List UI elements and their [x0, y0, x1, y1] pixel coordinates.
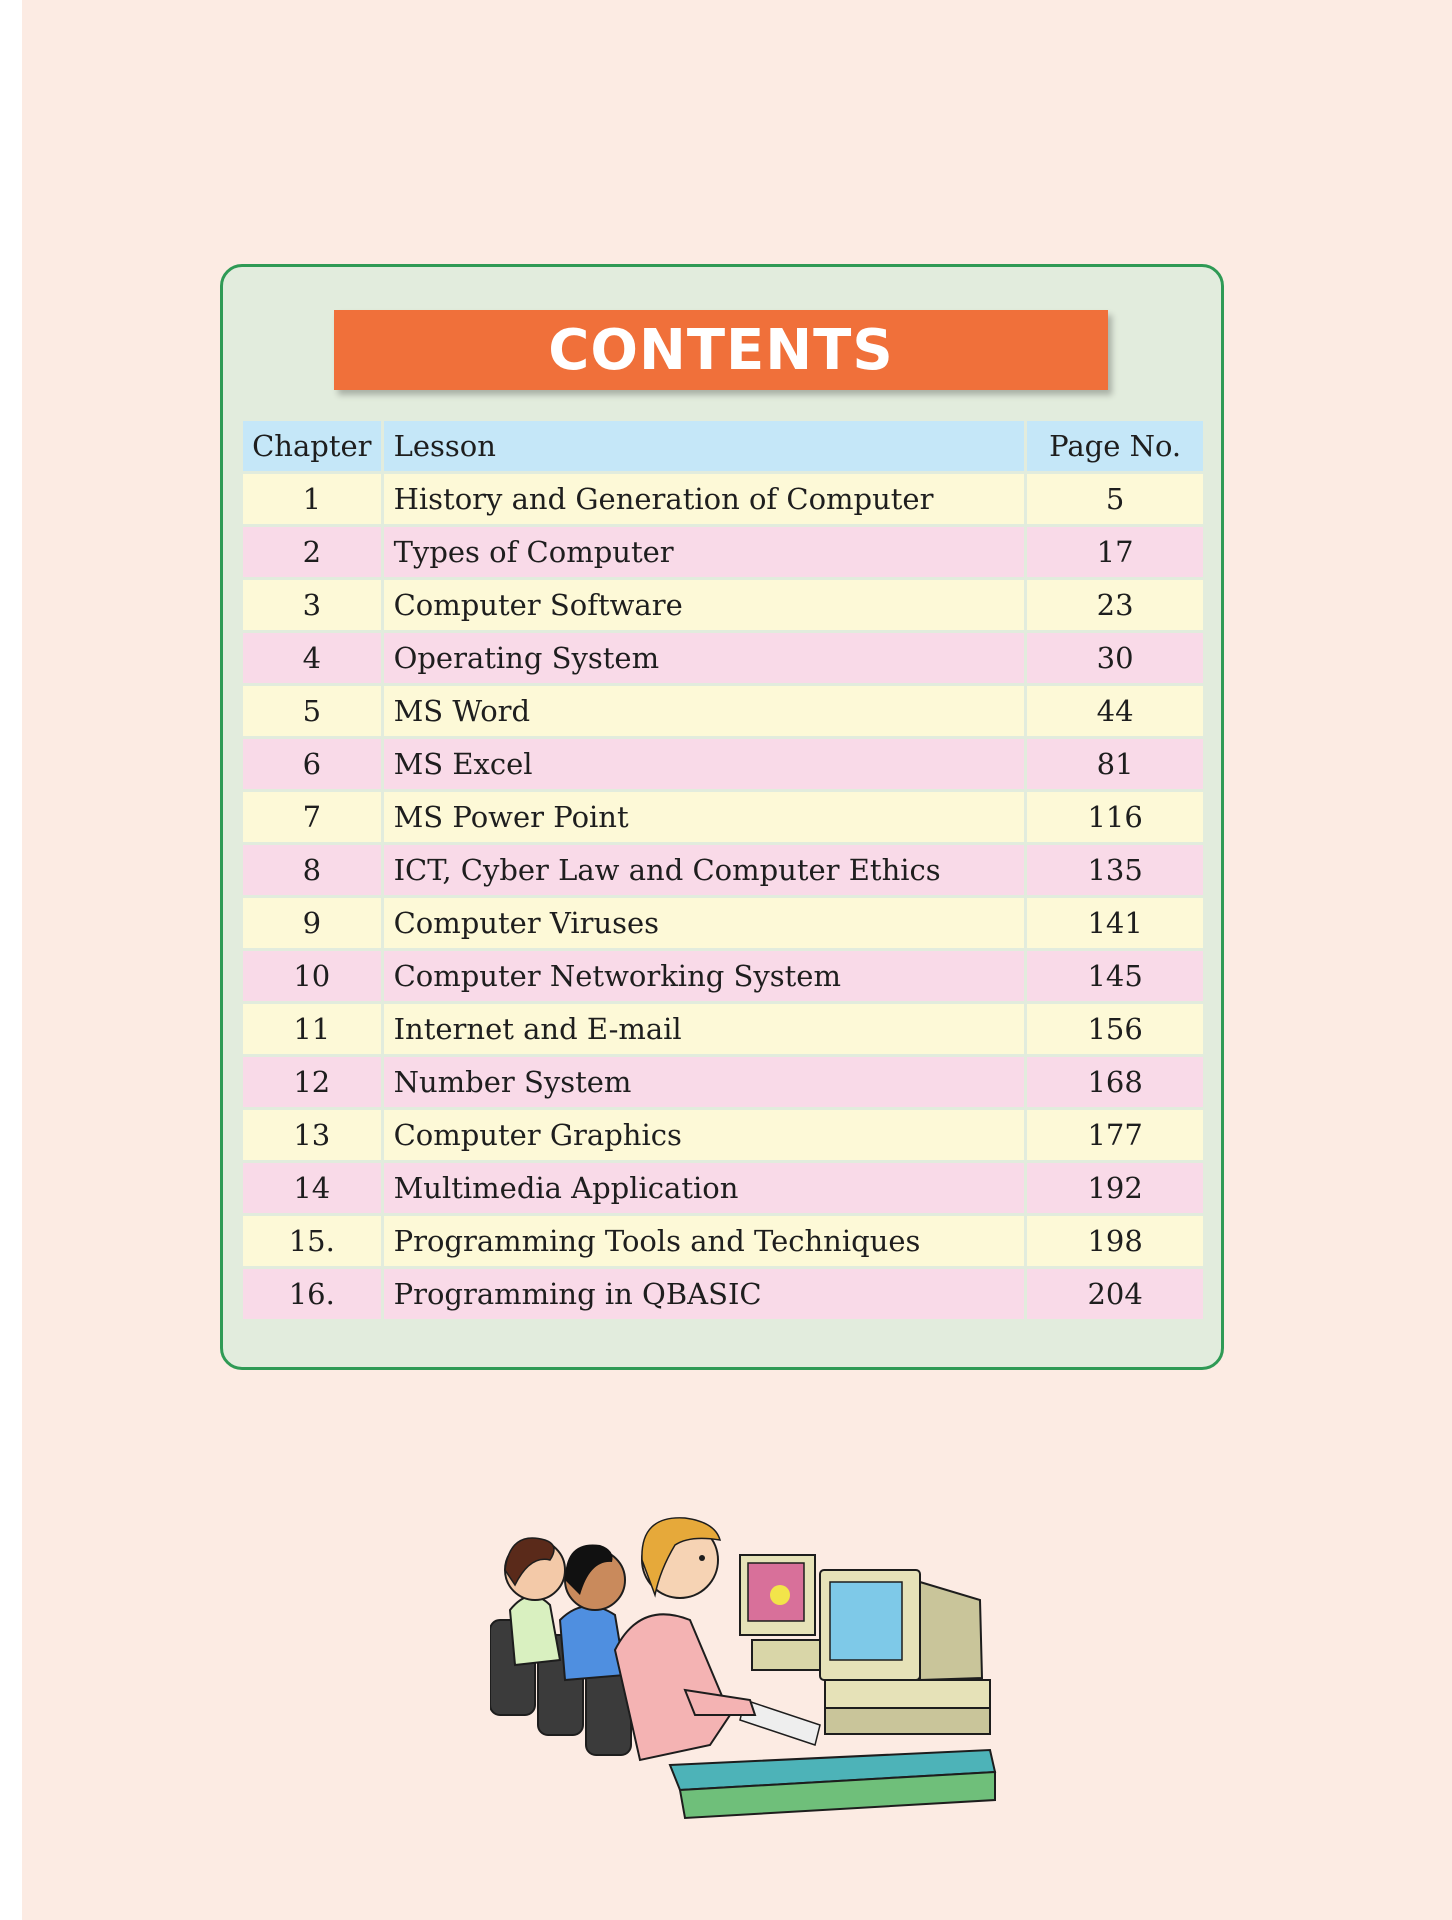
page-number: 156 — [1027, 1004, 1203, 1054]
column-header-chapter: Chapter — [243, 421, 381, 471]
table-row — [243, 1216, 1203, 1266]
page-number: 17 — [1027, 527, 1203, 577]
page-number: 177 — [1027, 1110, 1203, 1160]
lesson-title: Computer Software — [384, 580, 1025, 630]
page-number: 135 — [1027, 845, 1203, 895]
lesson-title: History and Generation of Computer — [384, 474, 1025, 524]
page-number: 5 — [1027, 474, 1203, 524]
chapter-number: 3 — [243, 580, 381, 630]
table-row — [243, 792, 1203, 842]
children-at-computers-illustration — [490, 1500, 1010, 1830]
page-number: 168 — [1027, 1057, 1203, 1107]
lesson-title: ICT, Cyber Law and Computer Ethics — [384, 845, 1025, 895]
chapter-number: 12 — [243, 1057, 381, 1107]
lesson-title: Programming in QBASIC — [384, 1269, 1025, 1319]
chapter-number: 5 — [243, 686, 381, 736]
chapter-number: 15. — [243, 1216, 381, 1266]
table-row — [243, 898, 1203, 948]
table-row — [243, 1110, 1203, 1160]
chapter-number: 1 — [243, 474, 381, 524]
table-row — [243, 1163, 1203, 1213]
table-row — [243, 951, 1203, 1001]
lesson-title: Computer Viruses — [384, 898, 1025, 948]
chapter-number: 10 — [243, 951, 381, 1001]
chapter-number: 16. — [243, 1269, 381, 1319]
chapter-number: 7 — [243, 792, 381, 842]
page-number: 145 — [1027, 951, 1203, 1001]
lesson-title: Multimedia Application — [384, 1163, 1025, 1213]
contents-title: CONTENTS — [548, 317, 894, 383]
chapter-number: 6 — [243, 739, 381, 789]
table-row — [243, 686, 1203, 736]
table-row — [243, 739, 1203, 789]
table-row — [243, 580, 1203, 630]
lesson-title: Computer Networking System — [384, 951, 1025, 1001]
page-number: 116 — [1027, 792, 1203, 842]
lesson-title: Operating System — [384, 633, 1025, 683]
lesson-title: MS Word — [384, 686, 1025, 736]
table-row — [243, 474, 1203, 524]
lesson-title: MS Excel — [384, 739, 1025, 789]
contents-banner — [334, 310, 1108, 390]
contents-table-body — [243, 474, 1203, 1319]
chapter-number: 14 — [243, 1163, 381, 1213]
table-row — [243, 1057, 1203, 1107]
table-row — [243, 527, 1203, 577]
chapter-number: 13 — [243, 1110, 381, 1160]
column-header-lesson: Lesson — [384, 421, 1025, 471]
table-header-row — [243, 421, 1203, 471]
contents-table — [240, 418, 1206, 1322]
chapter-number: 8 — [243, 845, 381, 895]
page-number: 198 — [1027, 1216, 1203, 1266]
page-number: 204 — [1027, 1269, 1203, 1319]
page-number: 192 — [1027, 1163, 1203, 1213]
lesson-title: Programming Tools and Techniques — [384, 1216, 1025, 1266]
page-number: 30 — [1027, 633, 1203, 683]
chapter-number: 11 — [243, 1004, 381, 1054]
chapter-number: 2 — [243, 527, 381, 577]
page-number: 141 — [1027, 898, 1203, 948]
column-header-page: Page No. — [1027, 421, 1203, 471]
lesson-title: Computer Graphics — [384, 1110, 1025, 1160]
lesson-title: Types of Computer — [384, 527, 1025, 577]
table-row — [243, 1269, 1203, 1319]
page-number: 23 — [1027, 580, 1203, 630]
lesson-title: Internet and E-mail — [384, 1004, 1025, 1054]
table-row — [243, 633, 1203, 683]
chapter-number: 9 — [243, 898, 381, 948]
chapter-number: 4 — [243, 633, 381, 683]
page-number: 81 — [1027, 739, 1203, 789]
lesson-title: MS Power Point — [384, 792, 1025, 842]
lesson-title: Number System — [384, 1057, 1025, 1107]
table-row — [243, 845, 1203, 895]
table-row — [243, 1004, 1203, 1054]
page-number: 44 — [1027, 686, 1203, 736]
